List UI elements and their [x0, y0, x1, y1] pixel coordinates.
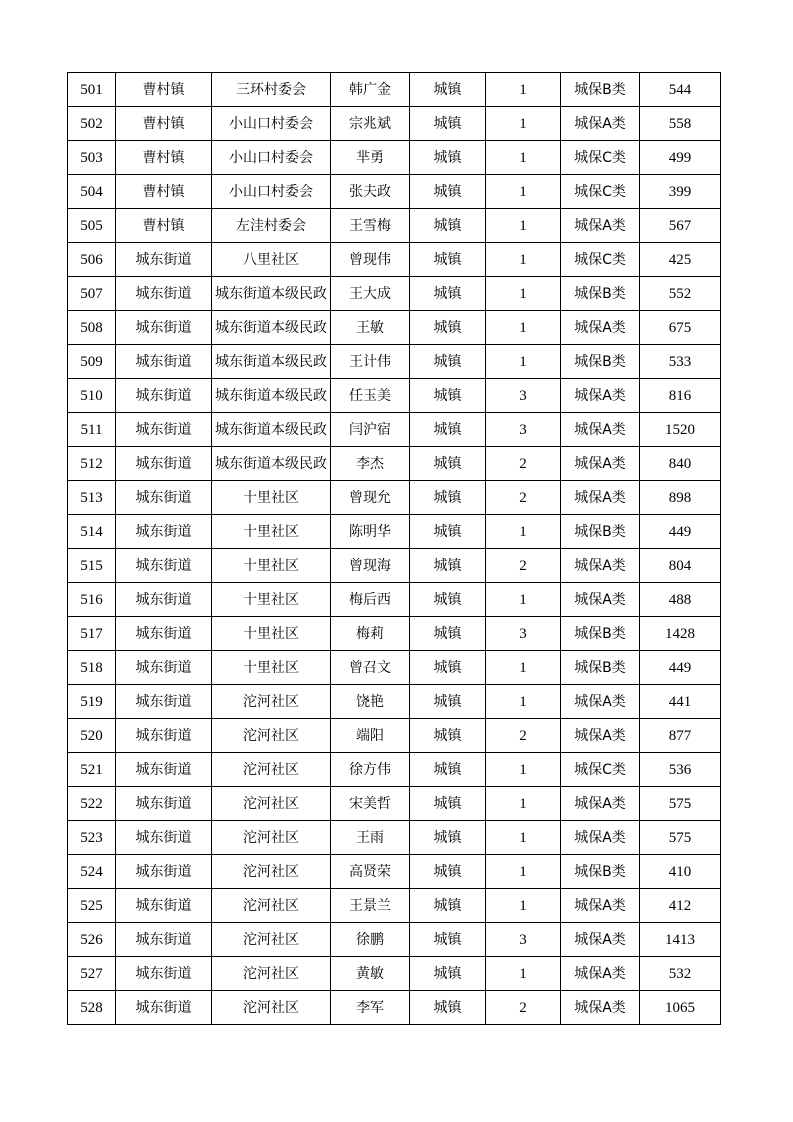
- name-cell: 端阳: [331, 719, 410, 753]
- household-size-cell: 1: [486, 277, 561, 311]
- town-cell: 城东街道: [116, 277, 212, 311]
- name-cell: 李杰: [331, 447, 410, 481]
- town-cell: 曹村镇: [116, 209, 212, 243]
- town-cell: 城东街道: [116, 923, 212, 957]
- household-size-cell: 1: [486, 753, 561, 787]
- household-type-cell: 城镇: [410, 277, 486, 311]
- community-cell: 十里社区: [212, 481, 331, 515]
- amount-cell: 532: [640, 957, 721, 991]
- table-row: [68, 515, 721, 549]
- household-size-cell: 1: [486, 651, 561, 685]
- household-size-cell: 2: [486, 447, 561, 481]
- town-cell: 曹村镇: [116, 73, 212, 107]
- table-row: [68, 685, 721, 719]
- household-type-cell: 城镇: [410, 957, 486, 991]
- household-type-cell: 城镇: [410, 209, 486, 243]
- category-cell: 城保A类: [561, 821, 640, 855]
- row-number-cell: 527: [68, 957, 116, 991]
- household-size-cell: 1: [486, 175, 561, 209]
- household-size-cell: 2: [486, 719, 561, 753]
- row-number-cell: 504: [68, 175, 116, 209]
- category-cell: 城保C类: [561, 243, 640, 277]
- category-cell: 城保A类: [561, 311, 640, 345]
- household-size-cell: 1: [486, 243, 561, 277]
- household-type-cell: 城镇: [410, 447, 486, 481]
- table-row: [68, 549, 721, 583]
- table-row: [68, 991, 721, 1025]
- town-cell: 城东街道: [116, 515, 212, 549]
- amount-cell: 449: [640, 651, 721, 685]
- category-cell: 城保A类: [561, 583, 640, 617]
- household-type-cell: 城镇: [410, 991, 486, 1025]
- row-number-cell: 522: [68, 787, 116, 821]
- town-cell: 城东街道: [116, 685, 212, 719]
- community-cell: 城东街道本级民政: [212, 447, 331, 481]
- name-cell: 饶艳: [331, 685, 410, 719]
- household-size-cell: 2: [486, 549, 561, 583]
- town-cell: 城东街道: [116, 345, 212, 379]
- town-cell: 城东街道: [116, 549, 212, 583]
- table-row: [68, 481, 721, 515]
- community-cell: 十里社区: [212, 651, 331, 685]
- household-size-cell: 1: [486, 107, 561, 141]
- table-row: [68, 379, 721, 413]
- row-number-cell: 526: [68, 923, 116, 957]
- household-type-cell: 城镇: [410, 821, 486, 855]
- row-number-cell: 514: [68, 515, 116, 549]
- name-cell: 曾现允: [331, 481, 410, 515]
- town-cell: 城东街道: [116, 243, 212, 277]
- table-row: [68, 787, 721, 821]
- amount-cell: 533: [640, 345, 721, 379]
- amount-cell: 1520: [640, 413, 721, 447]
- household-type-cell: 城镇: [410, 617, 486, 651]
- town-cell: 城东街道: [116, 617, 212, 651]
- household-type-cell: 城镇: [410, 651, 486, 685]
- row-number-cell: 515: [68, 549, 116, 583]
- community-cell: 城东街道本级民政: [212, 413, 331, 447]
- data-table: [67, 72, 721, 1025]
- amount-cell: 675: [640, 311, 721, 345]
- name-cell: 王敏: [331, 311, 410, 345]
- household-size-cell: 3: [486, 379, 561, 413]
- table-body: [68, 73, 721, 1025]
- household-size-cell: 1: [486, 209, 561, 243]
- name-cell: 陈明华: [331, 515, 410, 549]
- amount-cell: 840: [640, 447, 721, 481]
- name-cell: 梅后西: [331, 583, 410, 617]
- name-cell: 曾现海: [331, 549, 410, 583]
- household-size-cell: 2: [486, 991, 561, 1025]
- name-cell: 宋美哲: [331, 787, 410, 821]
- amount-cell: 558: [640, 107, 721, 141]
- household-size-cell: 3: [486, 617, 561, 651]
- table-row: [68, 73, 721, 107]
- household-type-cell: 城镇: [410, 73, 486, 107]
- household-type-cell: 城镇: [410, 753, 486, 787]
- town-cell: 城东街道: [116, 379, 212, 413]
- community-cell: 十里社区: [212, 549, 331, 583]
- amount-cell: 877: [640, 719, 721, 753]
- community-cell: 城东街道本级民政: [212, 277, 331, 311]
- community-cell: 小山口村委会: [212, 175, 331, 209]
- name-cell: 曾召文: [331, 651, 410, 685]
- category-cell: 城保A类: [561, 957, 640, 991]
- community-cell: 城东街道本级民政: [212, 345, 331, 379]
- category-cell: 城保B类: [561, 345, 640, 379]
- household-size-cell: 1: [486, 855, 561, 889]
- name-cell: 宗兆斌: [331, 107, 410, 141]
- row-number-cell: 512: [68, 447, 116, 481]
- amount-cell: 567: [640, 209, 721, 243]
- amount-cell: 412: [640, 889, 721, 923]
- community-cell: 八里社区: [212, 243, 331, 277]
- town-cell: 城东街道: [116, 311, 212, 345]
- row-number-cell: 507: [68, 277, 116, 311]
- name-cell: 韩广金: [331, 73, 410, 107]
- table-row: [68, 107, 721, 141]
- community-cell: 沱河社区: [212, 889, 331, 923]
- amount-cell: 536: [640, 753, 721, 787]
- community-cell: 沱河社区: [212, 821, 331, 855]
- name-cell: 王雨: [331, 821, 410, 855]
- amount-cell: 449: [640, 515, 721, 549]
- household-type-cell: 城镇: [410, 855, 486, 889]
- category-cell: 城保B类: [561, 277, 640, 311]
- amount-cell: 898: [640, 481, 721, 515]
- category-cell: 城保C类: [561, 175, 640, 209]
- category-cell: 城保A类: [561, 413, 640, 447]
- household-type-cell: 城镇: [410, 243, 486, 277]
- category-cell: 城保B类: [561, 651, 640, 685]
- table-row: [68, 141, 721, 175]
- community-cell: 十里社区: [212, 617, 331, 651]
- row-number-cell: 502: [68, 107, 116, 141]
- community-cell: 小山口村委会: [212, 107, 331, 141]
- amount-cell: 1065: [640, 991, 721, 1025]
- row-number-cell: 509: [68, 345, 116, 379]
- household-type-cell: 城镇: [410, 549, 486, 583]
- table-row: [68, 345, 721, 379]
- name-cell: 梅莉: [331, 617, 410, 651]
- table-row: [68, 209, 721, 243]
- table-row: [68, 447, 721, 481]
- amount-cell: 544: [640, 73, 721, 107]
- name-cell: 黄敏: [331, 957, 410, 991]
- category-cell: 城保A类: [561, 923, 640, 957]
- row-number-cell: 519: [68, 685, 116, 719]
- name-cell: 王景兰: [331, 889, 410, 923]
- table-row: [68, 651, 721, 685]
- household-type-cell: 城镇: [410, 345, 486, 379]
- community-cell: 沱河社区: [212, 719, 331, 753]
- town-cell: 城东街道: [116, 447, 212, 481]
- table-row: [68, 889, 721, 923]
- name-cell: 徐鹏: [331, 923, 410, 957]
- household-type-cell: 城镇: [410, 481, 486, 515]
- name-cell: 高贤荣: [331, 855, 410, 889]
- name-cell: 任玉美: [331, 379, 410, 413]
- household-type-cell: 城镇: [410, 107, 486, 141]
- amount-cell: 1413: [640, 923, 721, 957]
- category-cell: 城保B类: [561, 855, 640, 889]
- table-row: [68, 821, 721, 855]
- name-cell: 李军: [331, 991, 410, 1025]
- community-cell: 三环村委会: [212, 73, 331, 107]
- town-cell: 城东街道: [116, 651, 212, 685]
- household-size-cell: 1: [486, 141, 561, 175]
- row-number-cell: 506: [68, 243, 116, 277]
- row-number-cell: 518: [68, 651, 116, 685]
- household-size-cell: 1: [486, 821, 561, 855]
- row-number-cell: 516: [68, 583, 116, 617]
- community-cell: 沱河社区: [212, 787, 331, 821]
- amount-cell: 399: [640, 175, 721, 209]
- household-type-cell: 城镇: [410, 923, 486, 957]
- category-cell: 城保A类: [561, 685, 640, 719]
- name-cell: 芈勇: [331, 141, 410, 175]
- row-number-cell: 525: [68, 889, 116, 923]
- town-cell: 城东街道: [116, 481, 212, 515]
- town-cell: 城东街道: [116, 821, 212, 855]
- household-size-cell: 1: [486, 515, 561, 549]
- community-cell: 沱河社区: [212, 923, 331, 957]
- name-cell: 王大成: [331, 277, 410, 311]
- amount-cell: 552: [640, 277, 721, 311]
- community-cell: 城东街道本级民政: [212, 311, 331, 345]
- amount-cell: 1428: [640, 617, 721, 651]
- name-cell: 曾现伟: [331, 243, 410, 277]
- town-cell: 曹村镇: [116, 175, 212, 209]
- household-type-cell: 城镇: [410, 787, 486, 821]
- category-cell: 城保B类: [561, 73, 640, 107]
- community-cell: 沱河社区: [212, 855, 331, 889]
- household-type-cell: 城镇: [410, 141, 486, 175]
- town-cell: 城东街道: [116, 991, 212, 1025]
- name-cell: 张夫政: [331, 175, 410, 209]
- household-size-cell: 1: [486, 73, 561, 107]
- household-type-cell: 城镇: [410, 413, 486, 447]
- row-number-cell: 503: [68, 141, 116, 175]
- category-cell: 城保A类: [561, 379, 640, 413]
- table-row: [68, 719, 721, 753]
- row-number-cell: 505: [68, 209, 116, 243]
- amount-cell: 575: [640, 821, 721, 855]
- town-cell: 城东街道: [116, 855, 212, 889]
- amount-cell: 804: [640, 549, 721, 583]
- category-cell: 城保A类: [561, 447, 640, 481]
- household-size-cell: 3: [486, 923, 561, 957]
- amount-cell: 499: [640, 141, 721, 175]
- household-type-cell: 城镇: [410, 515, 486, 549]
- household-size-cell: 1: [486, 685, 561, 719]
- row-number-cell: 501: [68, 73, 116, 107]
- community-cell: 沱河社区: [212, 991, 331, 1025]
- household-size-cell: 1: [486, 583, 561, 617]
- table-row: [68, 413, 721, 447]
- row-number-cell: 508: [68, 311, 116, 345]
- household-size-cell: 1: [486, 957, 561, 991]
- household-size-cell: 1: [486, 345, 561, 379]
- household-size-cell: 1: [486, 787, 561, 821]
- household-type-cell: 城镇: [410, 889, 486, 923]
- household-type-cell: 城镇: [410, 719, 486, 753]
- table-row: [68, 753, 721, 787]
- community-cell: 沱河社区: [212, 957, 331, 991]
- household-type-cell: 城镇: [410, 583, 486, 617]
- town-cell: 城东街道: [116, 753, 212, 787]
- community-cell: 城东街道本级民政: [212, 379, 331, 413]
- household-type-cell: 城镇: [410, 311, 486, 345]
- community-cell: 沱河社区: [212, 685, 331, 719]
- household-size-cell: 1: [486, 311, 561, 345]
- household-size-cell: 2: [486, 481, 561, 515]
- community-cell: 沱河社区: [212, 753, 331, 787]
- amount-cell: 425: [640, 243, 721, 277]
- category-cell: 城保B类: [561, 515, 640, 549]
- row-number-cell: 520: [68, 719, 116, 753]
- amount-cell: 575: [640, 787, 721, 821]
- category-cell: 城保A类: [561, 481, 640, 515]
- town-cell: 城东街道: [116, 957, 212, 991]
- row-number-cell: 528: [68, 991, 116, 1025]
- category-cell: 城保C类: [561, 753, 640, 787]
- row-number-cell: 511: [68, 413, 116, 447]
- amount-cell: 816: [640, 379, 721, 413]
- amount-cell: 488: [640, 583, 721, 617]
- category-cell: 城保A类: [561, 787, 640, 821]
- community-cell: 十里社区: [212, 583, 331, 617]
- town-cell: 曹村镇: [116, 107, 212, 141]
- table-row: [68, 957, 721, 991]
- town-cell: 城东街道: [116, 719, 212, 753]
- community-cell: 左洼村委会: [212, 209, 331, 243]
- town-cell: 城东街道: [116, 787, 212, 821]
- town-cell: 城东街道: [116, 583, 212, 617]
- household-size-cell: 1: [486, 889, 561, 923]
- category-cell: 城保A类: [561, 209, 640, 243]
- table-row: [68, 583, 721, 617]
- name-cell: 徐方伟: [331, 753, 410, 787]
- category-cell: 城保C类: [561, 141, 640, 175]
- household-size-cell: 3: [486, 413, 561, 447]
- category-cell: 城保A类: [561, 719, 640, 753]
- category-cell: 城保A类: [561, 549, 640, 583]
- name-cell: 王计伟: [331, 345, 410, 379]
- household-type-cell: 城镇: [410, 379, 486, 413]
- table-row: [68, 175, 721, 209]
- row-number-cell: 510: [68, 379, 116, 413]
- table-row: [68, 923, 721, 957]
- town-cell: 城东街道: [116, 413, 212, 447]
- category-cell: 城保B类: [561, 617, 640, 651]
- row-number-cell: 523: [68, 821, 116, 855]
- table-row: [68, 855, 721, 889]
- amount-cell: 410: [640, 855, 721, 889]
- category-cell: 城保A类: [561, 889, 640, 923]
- row-number-cell: 517: [68, 617, 116, 651]
- name-cell: 闫沪宿: [331, 413, 410, 447]
- community-cell: 小山口村委会: [212, 141, 331, 175]
- row-number-cell: 524: [68, 855, 116, 889]
- table-row: [68, 311, 721, 345]
- town-cell: 城东街道: [116, 889, 212, 923]
- category-cell: 城保A类: [561, 107, 640, 141]
- table-row: [68, 243, 721, 277]
- household-type-cell: 城镇: [410, 175, 486, 209]
- household-type-cell: 城镇: [410, 685, 486, 719]
- row-number-cell: 521: [68, 753, 116, 787]
- table-row: [68, 277, 721, 311]
- town-cell: 曹村镇: [116, 141, 212, 175]
- table-row: [68, 617, 721, 651]
- name-cell: 王雪梅: [331, 209, 410, 243]
- row-number-cell: 513: [68, 481, 116, 515]
- amount-cell: 441: [640, 685, 721, 719]
- category-cell: 城保A类: [561, 991, 640, 1025]
- community-cell: 十里社区: [212, 515, 331, 549]
